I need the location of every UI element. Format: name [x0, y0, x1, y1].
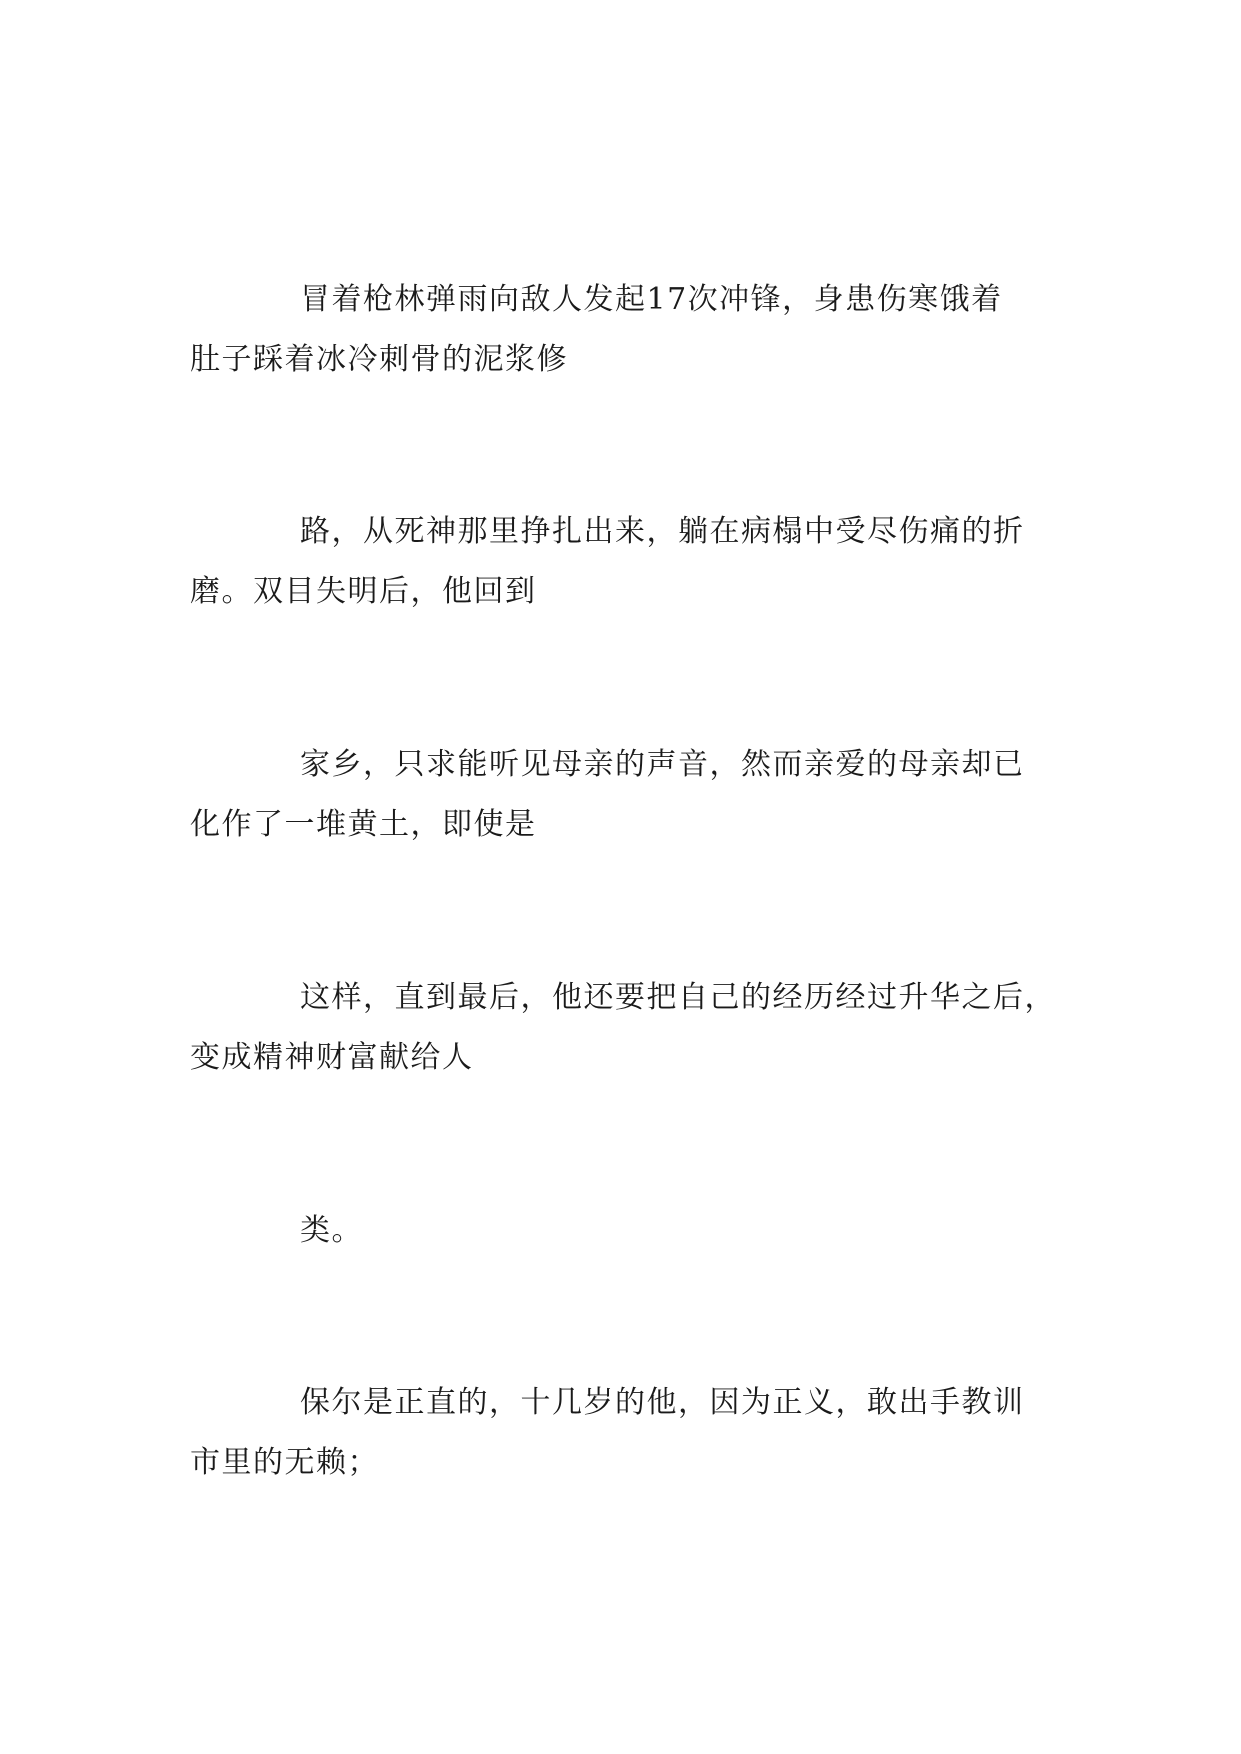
paragraph-2: [190, 502, 1052, 622]
paragraph-line: 肚子踩着冰冷刺骨的泥浆修: [190, 342, 568, 377]
paragraph-line: 冒着枪林弹雨向敌人发起17次冲锋，身患伤寒饿着: [300, 282, 1003, 317]
paragraph-line: 变成精神财富献给人: [190, 1040, 474, 1075]
paragraph-5: [190, 1201, 1052, 1261]
paragraph-line: 市里的无赖；: [190, 1445, 379, 1480]
paragraph-line: 化作了一堆黄土，即使是: [190, 807, 537, 842]
paragraph-line: 保尔是正直的，十几岁的他，因为正义，敢出手教训: [300, 1385, 1025, 1420]
paragraph-1: [190, 270, 1052, 390]
paragraph-line: 类。: [300, 1213, 363, 1248]
paragraph-line: 磨。双目失明后，他回到: [190, 574, 537, 609]
paragraph-line: 路，从死神那里挣扎出来，躺在病榻中受尽伤痛的折: [300, 514, 1025, 549]
paragraph-3: [190, 735, 1052, 855]
paragraph-6: [190, 1373, 1052, 1493]
paragraph-4: [190, 968, 1056, 1088]
paragraph-line: 这样，直到最后，他还要把自己的经历经过升华之后，: [300, 980, 1056, 1015]
paragraph-line: 家乡，只求能听见母亲的声音，然而亲爱的母亲却已: [300, 747, 1025, 782]
